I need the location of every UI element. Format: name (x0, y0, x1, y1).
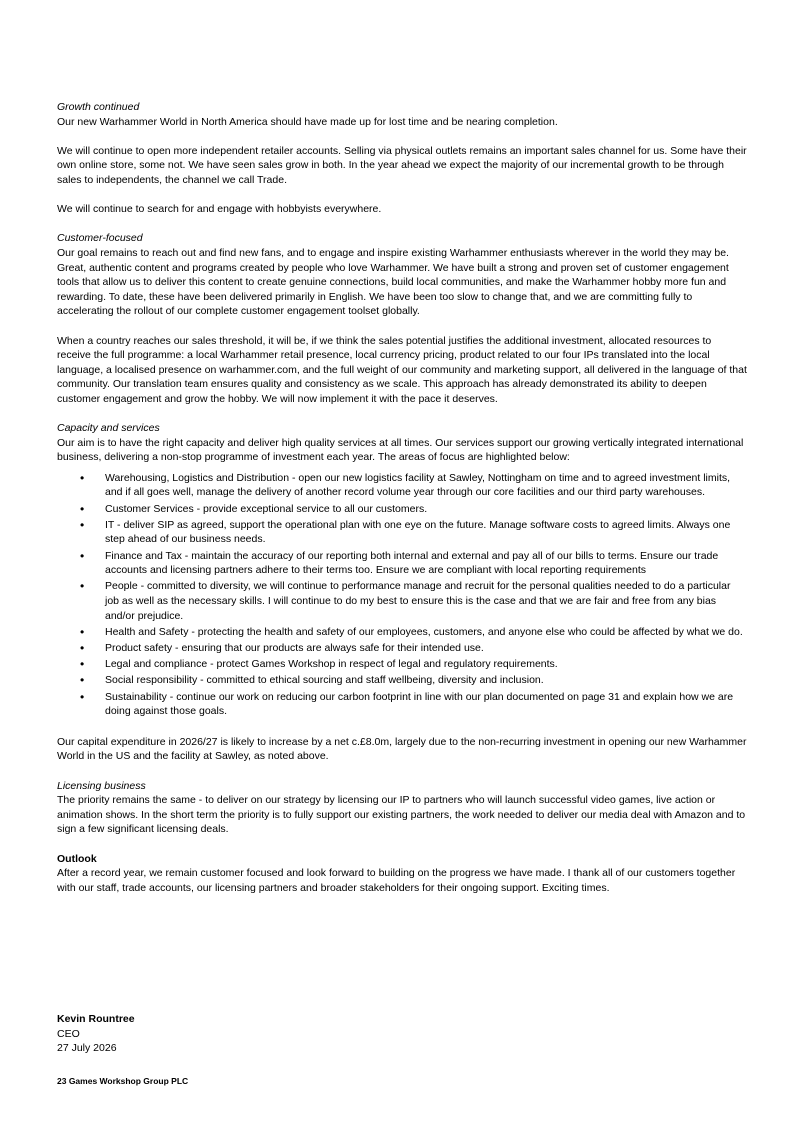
list-item: • Product safety - ensuring that our products are always safe for their intended use. (57, 641, 747, 656)
capacity-bullet-list (57, 471, 747, 719)
growth-paragraph-2: We will continue to open more independent retailer accounts. Selling via physical outlets remains an important sales channel for us. Some have their own online store, some not. We have seen sales grow in both. In the year ahead we expect the majority of our incremental growth to be through sales to independents, the channel we call Trade. (57, 144, 747, 186)
list-item: • Health and Safety - protecting the health and safety of our employees, customers, and anyone else who could be affected by what we do. (57, 625, 747, 640)
list-item: • IT - deliver SIP as agreed, support the operational plan with one eye on the future. Manage software costs to agreed limits. Always one step ahead of our business needs. (57, 518, 747, 547)
signature-date: 27 July 2026 (57, 1042, 117, 1055)
list-item: • Finance and Tax - maintain the accuracy of our reporting both internal and external and pay all of our bills to terms. Ensure our trade accounts and licensing partners adhere to their terms too. Ensure we are compliant with local reporting requirements (57, 549, 747, 578)
signature-block (57, 1012, 457, 1056)
growth-paragraph-3: We will continue to search for and engage with hobbyists everywhere. (57, 203, 382, 216)
capacity-intro: Our aim is to have the right capacity and deliver high quality services at all times. Our services support our growing vertically integrated international business, delivering a non-stop programme of investment each year. The areas of focus are highlighted below: (57, 436, 744, 464)
list-item: • Social responsibility - committed to ethical sourcing and staff wellbeing, diversity and inclusion. (57, 673, 747, 688)
customer-paragraph-2: When a country reaches our sales threshold, it will be, if we think the sales potential justifies the additional investment, allocated resources to receive the full programme: a local Warhammer retail presence, local currency pricing, product related to our four IPs translated into the local language, a localised presence on warhammer.com, and the full weight of our community and marketing support, all delivered in the language of that community. Our translation team ensures quality and consistency as we scale. This approach has already demonstrated its ability to deepen customer engagement and grow the hobby. We will now implement it with the pace it deserves. (57, 334, 747, 405)
outlook-heading: Outlook (57, 852, 97, 865)
signatory-title: CEO (57, 1027, 80, 1040)
growth-paragraph-1: Our new Warhammer World in North America should have made up for lost time and be nearing completion. (57, 115, 558, 128)
customer-paragraph-1: Our goal remains to reach out and find new fans, and to engage and inspire existing Warhammer enthusiasts wherever in the world they may be. Great, authentic content and programs created by people who love Warhammer. We have built a strong and proven set of customer engagement tools that allow us to deliver this content to create genuine connections, build local communities, and make the Warhammer hobby more fun and rewarding. To date, these have been delivered primarily in English. We have been too slow to change that, and we are committing fully to accelerating the rollout of our complete customer engagement toolset globally. (57, 246, 729, 318)
licensing-heading: Licensing business (57, 779, 146, 792)
list-item: • Legal and compliance - protect Games Workshop in respect of legal and regulatory requirements. (57, 657, 747, 672)
list-item: • Warehousing, Logistics and Distribution - open our new logistics facility at Sawley, Nottingham on time and to agreed investment limits, and if all goes well, manage the delivery of another record volume year through our core facilities and our third party warehouses. (57, 471, 747, 500)
signatory-name: Kevin Rountree (57, 1013, 135, 1025)
list-item: • Customer Services - provide exceptional service to all our customers. (57, 502, 747, 517)
list-item: • Sustainability - continue our work on reducing our carbon footprint in line with our plan documented on page 31 and explain how we are doing against those goals. (57, 690, 747, 719)
page-footer: 23 Games Workshop Group PLC (57, 1076, 189, 1086)
growth-heading: Growth continued (57, 101, 140, 113)
outlook-paragraph: After a record year, we remain customer focused and look forward to building on the progress we have made. I thank all of our customers together with our staff, trade accounts, our licensing partners and broader stakeholders for their ongoing support. Exciting times. (57, 867, 736, 894)
licensing-paragraph: The priority remains the same - to deliver on our strategy by licensing our IP to partners who will launch successful video games, live action or animation shows. In the short term the priority is to fully support our existing partners, the work needed to deliver our media deal with Amazon and to sign a few significant licensing deals. (57, 794, 746, 836)
capex-paragraph: Our capital expenditure in 2026/27 is likely to increase by a net c.£8.0m, largely due to the non-recurring investment in opening our new Warhammer World in the US and the facility at Sawley, as noted above. (57, 735, 747, 763)
customer-heading: Customer-focused (57, 232, 143, 245)
list-item: • People - committed to diversity, we will continue to performance manage and recruit for the personal qualities needed to do a particular job as well as the necessary skills. I will continue to do my best to ensure this is the case and that we are fair and free from any bias and/or prejudice. (57, 579, 747, 623)
capacity-heading: Capacity and services (57, 422, 160, 435)
document-body (57, 100, 747, 895)
